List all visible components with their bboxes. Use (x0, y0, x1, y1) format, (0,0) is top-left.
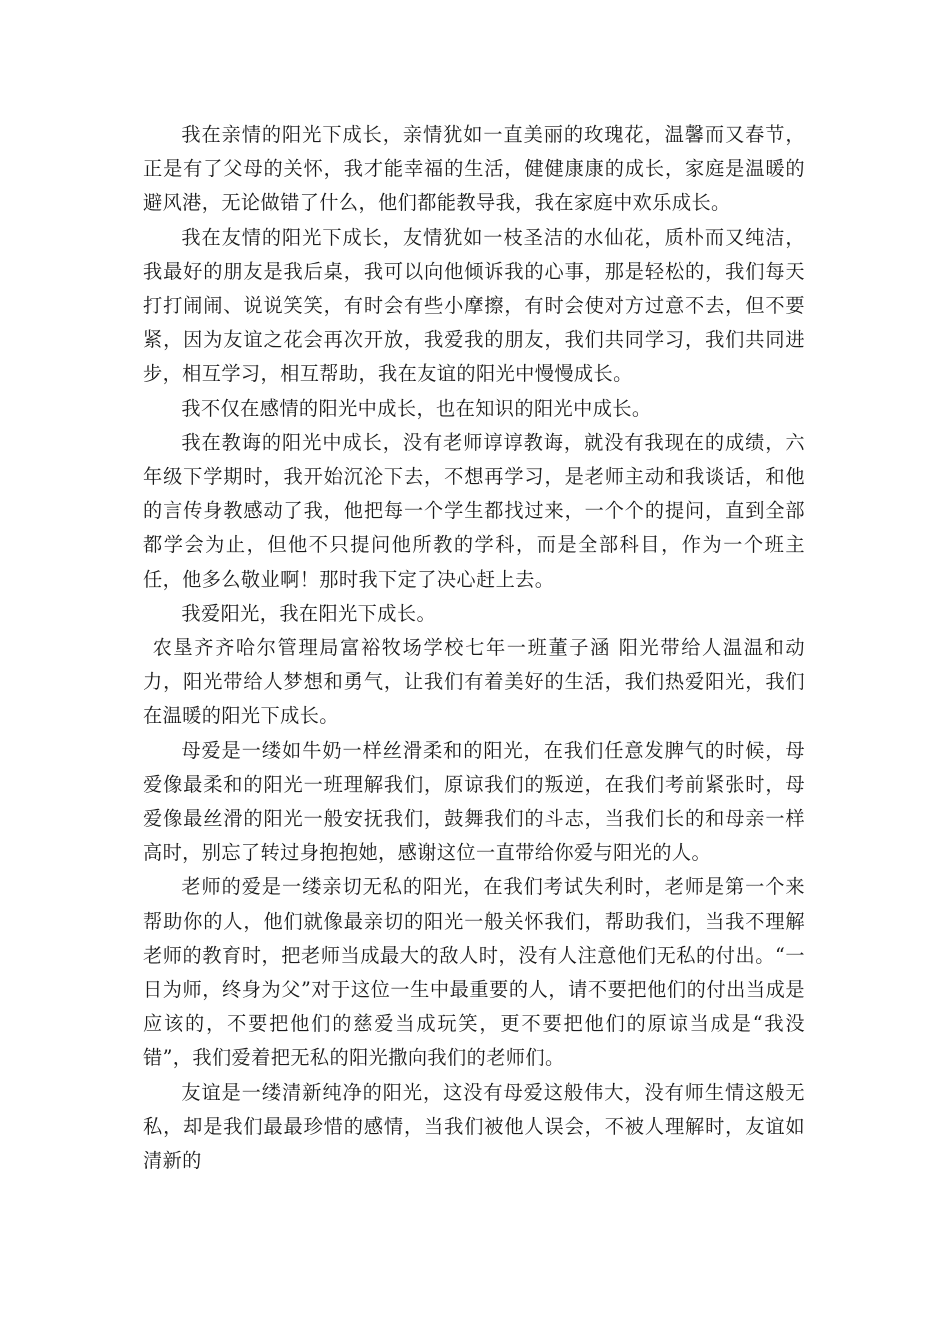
paragraph: 友谊是一缕清新纯净的阳光，这没有母爱这般伟大，没有师生情这般无私，却是我们最最珍惜的感情，当我们被他人误会，不被人理解时，友谊如清新的 (143, 1080, 805, 1173)
paragraph: 母爱是一缕如牛奶一样丝滑柔和的阳光，在我们任意发脾气的时候，母爱像最柔和的阳光一班理解我们，原谅我们的叛逆，在我们考前紧张时，母爱像最丝滑的阳光一般安抚我们，鼓舞我们的斗志，当我们长的和母亲一样高时，别忘了转过身抱抱她，感谢这位一直带给你爱与阳光的人。 (143, 738, 805, 865)
paragraph: 我在亲情的阳光下成长，亲情犹如一直美丽的玫瑰花，温馨而又春节，正是有了父母的关怀，我才能幸福的生活，健健康康的成长，家庭是温暖的避风港，无论做错了什么，他们都能教导我，我在家庭中欢乐成长。 (143, 123, 805, 215)
paragraph: 老师的爱是一缕亲切无私的阳光，在我们考试失利时，老师是第一个来帮助你的人，他们就像最亲切的阳光一般关怀我们，帮助我们，当我不理解老师的教育时，把老师当成最大的敌人时，没有人注意他们无私的付出。“一日为师，终身为父”对于这位一生中最重要的人，请不要把他们的付出当成是应该的，不要把他们的慈爱当成玩笑，更不要把他们的原谅当成是“我没错”，我们爱着把无私的阳光撒向我们的老师们。 (143, 875, 805, 1070)
paragraph: 我在友情的阳光下成长，友情犹如一枝圣洁的水仙花，质朴而又纯洁，我最好的朋友是我后桌，我可以向他倾诉我的心事，那是轻松的，我们每天打打闹闹、说说笑笑，有时会有些小摩擦，有时会使对方过意不去，但不要紧，因为友谊之花会再次开放，我爱我的朋友，我们共同学习，我们共同进步，相互学习，相互帮助，我在友谊的阳光中慢慢成长。 (143, 225, 805, 386)
paragraph: 我爱阳光，我在阳光下成长。 (181, 601, 437, 625)
document-body (143, 118, 805, 1178)
paragraph: 我不仅在感情的阳光中成长，也在知识的阳光中成长。 (181, 396, 652, 420)
paragraph: 我在教诲的阳光中成长，没有老师谆谆教诲，就没有我现在的成绩，六年级下学期时，我开始沉沦下去，不想再学习，是老师主动和我谈话，和他的言传身教感动了我，他把每一个学生都找过来，一个个的提问，直到全部都学会为止，但他不只提问他所教的学科，而是全部科目，作为一个班主任，他多么敬业啊！那时我下定了决心赶上去。 (143, 430, 805, 591)
paragraph-author-line: 农垦齐齐哈尔管理局富裕牧场学校七年一班董子涵 阳光带给人温温和动力，阳光带给人梦想和勇气，让我们有着美好的生活，我们热爱阳光，我们在温暖的阳光下成长。 (143, 636, 805, 728)
